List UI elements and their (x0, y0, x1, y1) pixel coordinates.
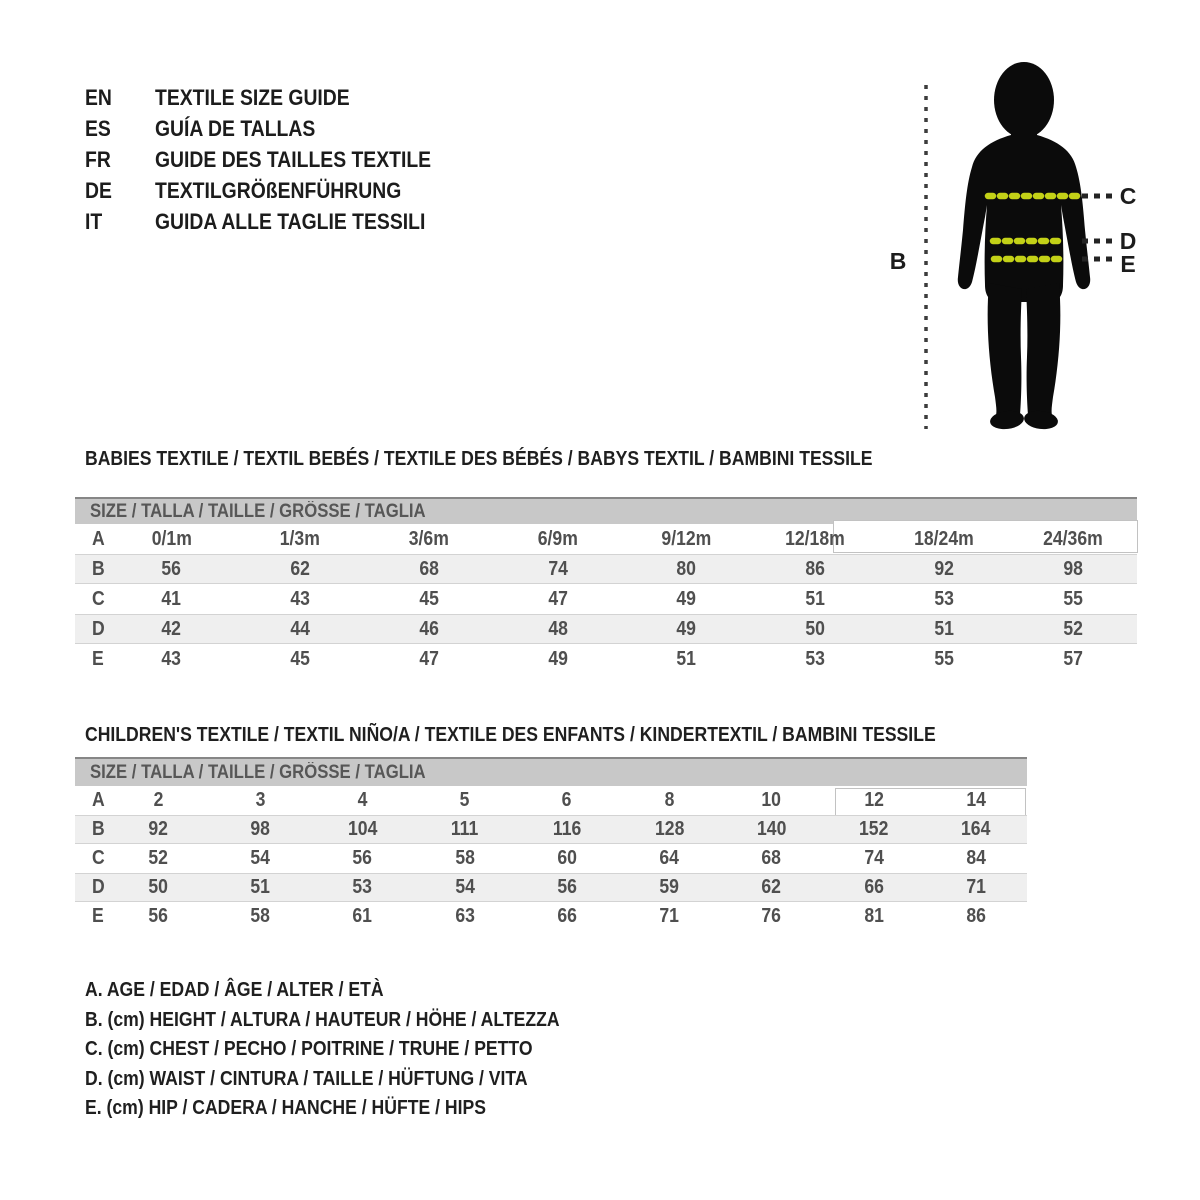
waist-label: D (1119, 228, 1137, 254)
language-code: EN (85, 84, 112, 110)
size-cell: 55 (934, 647, 954, 670)
table-row (75, 786, 1027, 815)
legend-item: D. (cm) WAIST / CINTURA / TAILLE / HÜFTUNG / VITA (85, 1067, 528, 1090)
size-cell: 60 (557, 847, 577, 869)
size-cell: 14 (966, 789, 986, 811)
size-cell: 68 (761, 847, 782, 869)
language-title-list (85, 82, 469, 237)
size-cell: 128 (654, 818, 684, 840)
size-cell: 98 (250, 818, 271, 840)
size-cell: 66 (863, 876, 884, 898)
size-cell: 4 (357, 789, 368, 811)
child-silhouette-diagram (870, 45, 1170, 445)
size-cell: 51 (805, 587, 825, 610)
children-size-table (75, 757, 1027, 931)
size-cell: 86 (966, 905, 986, 927)
guide-title: GUÍA DE TALLAS (155, 115, 316, 141)
table-row (75, 554, 1137, 584)
size-cell: 8 (664, 789, 675, 811)
size-cell: 6/9m (537, 527, 578, 550)
size-cell: 116 (552, 818, 582, 840)
size-cell: 111 (451, 818, 479, 840)
size-cell: 49 (676, 587, 697, 610)
hip-label: E (1120, 251, 1136, 277)
row-label: C (92, 587, 105, 610)
size-cell: 74 (547, 557, 568, 580)
size-cell: 80 (676, 557, 697, 580)
size-cell: 66 (557, 905, 577, 927)
table-row (75, 902, 1027, 931)
size-cell: 52 (1062, 617, 1083, 640)
size-cell: 10 (761, 789, 782, 811)
legend-item: A. AGE / EDAD / ÂGE / ALTER / ETÀ (85, 979, 384, 1002)
size-cell: 45 (419, 587, 439, 610)
babies-size-table (75, 497, 1137, 674)
size-cell: 62 (290, 557, 310, 580)
size-cell: 48 (547, 617, 568, 640)
table-row (75, 844, 1027, 873)
guide-title: TEXTILGRÖßENFÜHRUNG (155, 177, 402, 203)
size-cell: 5 (459, 789, 470, 811)
size-cell: 53 (352, 876, 373, 898)
size-cell: 98 (1062, 557, 1083, 580)
size-cell: 84 (966, 847, 986, 869)
size-cell: 18/24m (914, 527, 974, 550)
size-cell: 3/6m (408, 527, 449, 550)
table-row (75, 644, 1137, 674)
legend-item: C. (cm) CHEST / PECHO / POITRINE / TRUHE / PETTO (85, 1038, 533, 1061)
language-row (85, 82, 469, 113)
size-cell: 0/1m (151, 527, 192, 550)
size-cell: 64 (659, 847, 679, 869)
size-cell: 71 (966, 876, 986, 898)
guide-title: TEXTILE SIZE GUIDE (155, 84, 350, 110)
size-cell: 51 (676, 647, 697, 670)
size-cell: 52 (148, 847, 168, 869)
size-cell: 12/18m (785, 527, 845, 550)
chest-label: C (1119, 183, 1137, 209)
language-code: DE (85, 177, 112, 203)
row-label: C (92, 847, 105, 869)
height-label: B (889, 248, 907, 274)
size-cell: 51 (250, 876, 271, 898)
table-row (75, 815, 1027, 844)
size-cell: 54 (454, 876, 475, 898)
size-cell: 51 (934, 617, 954, 640)
row-label: B (92, 557, 105, 580)
size-cell: 81 (863, 905, 884, 927)
size-cell: 45 (290, 647, 310, 670)
row-label: D (92, 617, 105, 640)
size-cell: 63 (454, 905, 475, 927)
size-cell: 24/36m (1042, 527, 1103, 550)
size-cell: 41 (161, 587, 182, 610)
size-cell: 152 (858, 818, 889, 840)
size-cell: 62 (761, 876, 782, 898)
size-cell: 55 (1062, 587, 1083, 610)
language-row (85, 144, 469, 175)
size-cell: 49 (676, 617, 697, 640)
size-cell: 57 (1062, 647, 1083, 670)
size-cell: 76 (761, 905, 782, 927)
table-header: SIZE / TALLA / TAILLE / GRÖSSE / TAGLIA (75, 757, 1027, 786)
size-cell: 58 (250, 905, 271, 927)
table-row (75, 614, 1137, 644)
size-cell: 71 (659, 905, 679, 927)
size-cell: 74 (863, 847, 884, 869)
size-cell: 56 (557, 876, 577, 898)
size-cell: 61 (352, 905, 373, 927)
size-cell: 164 (961, 818, 991, 840)
size-cell: 92 (148, 818, 168, 840)
legend-item: E. (cm) HIP / CADERA / HANCHE / HÜFTE / HIPS (85, 1097, 486, 1120)
size-cell: 43 (290, 587, 310, 610)
table-row (75, 584, 1137, 614)
row-label: D (92, 876, 105, 898)
language-code: IT (85, 208, 103, 234)
size-cell: 56 (161, 557, 182, 580)
measurement-legend (85, 976, 624, 1124)
size-cell: 68 (419, 557, 439, 580)
size-cell: 50 (148, 876, 168, 898)
children-section-title: CHILDREN'S TEXTILE / TEXTIL NIÑO/A / TEXTILE DES ENFANTS / KINDERTEXTIL / BAMBINI TESSILE (85, 724, 936, 746)
row-label: E (92, 647, 104, 670)
table-header: SIZE / TALLA / TAILLE / GRÖSSE / TAGLIA (75, 497, 1137, 524)
size-cell: 3 (255, 789, 266, 811)
size-cell: 53 (934, 587, 954, 610)
row-label: B (92, 818, 105, 840)
size-cell: 56 (352, 847, 373, 869)
guide-title: GUIDA ALLE TAGLIE TESSILI (155, 208, 426, 234)
size-cell: 58 (454, 847, 475, 869)
row-label: E (92, 905, 104, 927)
size-cell: 43 (161, 647, 182, 670)
size-cell: 49 (547, 647, 568, 670)
size-cell: 2 (153, 789, 164, 811)
size-cell: 47 (419, 647, 439, 670)
table-row (75, 873, 1027, 902)
size-cell: 42 (161, 617, 182, 640)
language-code: FR (85, 146, 111, 172)
legend-item: B. (cm) HEIGHT / ALTURA / HAUTEUR / HÖHE / ALTEZZA (85, 1008, 560, 1031)
size-cell: 54 (250, 847, 271, 869)
language-row (85, 206, 469, 237)
row-label: A (92, 789, 105, 811)
guide-title: GUIDE DES TAILLES TEXTILE (155, 146, 432, 172)
size-cell: 47 (547, 587, 568, 610)
language-row (85, 113, 469, 144)
row-label: A (92, 527, 105, 550)
size-cell: 12 (863, 789, 884, 811)
size-cell: 53 (805, 647, 825, 670)
size-cell: 104 (347, 818, 378, 840)
size-cell: 59 (659, 876, 679, 898)
size-cell: 6 (562, 789, 572, 811)
size-cell: 50 (805, 617, 825, 640)
size-cell: 92 (934, 557, 954, 580)
size-cell: 86 (805, 557, 825, 580)
language-row (85, 175, 469, 206)
language-code: ES (85, 115, 111, 141)
size-cell: 9/12m (661, 527, 712, 550)
measurement-figure (870, 45, 1170, 445)
child-silhouette-icon (958, 62, 1090, 431)
size-cell: 1/3m (280, 527, 321, 550)
babies-section-title: BABIES TEXTILE / TEXTIL BEBÉS / TEXTILE DES BÉBÉS / BABYS TEXTIL / BAMBINI TESSILE (85, 448, 873, 470)
table-row (75, 524, 1137, 554)
size-cell: 56 (148, 905, 168, 927)
size-cell: 44 (290, 617, 310, 640)
size-cell: 140 (756, 818, 787, 840)
size-cell: 46 (419, 617, 439, 640)
